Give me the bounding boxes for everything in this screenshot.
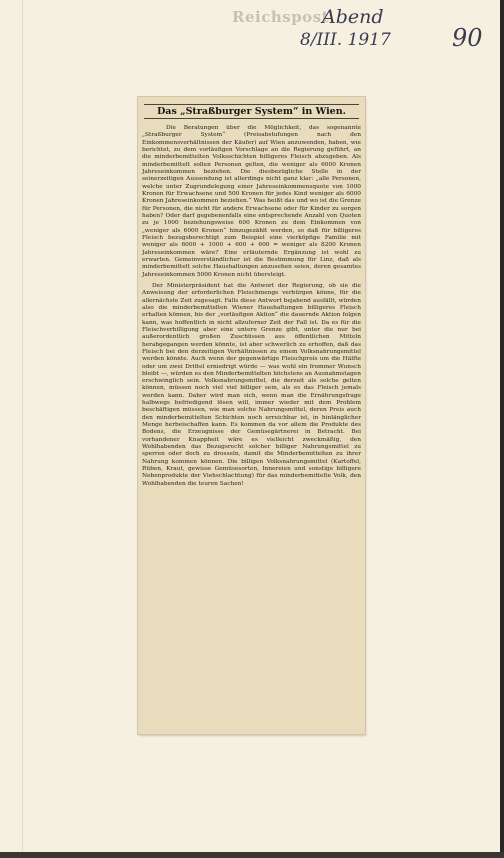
newspaper-clipping — [138, 97, 365, 734]
article-paragraph-1: Die Beratungen über die Möglichkeit, das sogenannte „Straßburger System“ (Preisabstufungen nach den Einkommensverhältnissen der Käufer) auf Wien anzuwenden, haben, wie berichtet, zu dem vorläufigen Vorschlage an die Regierung geführt, an die minderbemittelten Volksschichten billigeres Fleisch abzugeben. Als minderbemittelt sollen Personen gelten, die weniger als 6000 Kronen Jahreseinkommen beziehen. Die diesbezügliche Stelle in der seinerzeitigen Aussendung ist allerdings nicht ganz klar: „alle Personen, welche unter Zugrundelegung einer Jahreseinkommensquote von 1000 Kronen für Erwachsene und 500 Kronen für jedes Kind weniger als 6000 Kronen Jahreseinkommen beziehen.“ Was heißt das und wo ist die Grenze für Personen, die nicht für andere Erwachsene oder für Kinder zu sorgen haben? Oder darf gegebenenfalls eine entsprechende Anzahl von Quoten zu je 1000 beziehungsweise 600 Kronen zu dem Einkommen von „weniger als 6000 Kronen“ hinzugezählt werden, so daß für billigeres Fleisch bezugsberechtigt zum Beispiel eine vierköpfige Familie mit weniger als 6000 + 1000 + 600 + 600 = weniger als 8200 Kronen Jahreseinkommen wäre? Eine erläuternde Ergänzung ist wohl zu erwarten. Gemeinverständlicher ist die Bestimmung für Linz, daß als minderbemittelt solche Haushaltungen anzusehen seien, deren gesamtes Jahreseinkommen 5000 Kronen nicht übersteigt. — [142, 125, 361, 278]
handwritten-page-number: 90 — [452, 24, 483, 52]
article-paragraph-2: Der Ministerpräsident hat die Antwort der Regierung, ob sie die Anweisung der erforderlichen Fleischmenge verbürgen könne, für die allernächste Zeit zugesagt. Falls diese Antwort bejahend ausfällt, würden also die minderbemittelten Wiener Haushaltungen billigeres Fleisch erhalten können, bis der „vorläufigen Aktion“ die dauernde Aktion folgen kann, was hoffentlich in nicht allzuferner Zeit der Fall ist. Da es für die Fleischverbilligung aber eine untere Grenze gibt, unter die nur bei außerordentlich großen Zuschüssen aus öffentlichen Mitteln herabgegangen werden könnte, ist aber schwerlich zu erhoffen, daß das Fleisch bei den derzeitigen Verhältnissen zu einem Volksnahrungsmittel werden könnte. Auch wenn der gegenwärtige Fleischpreis um die Hälfte oder um zwei Drittel erniedrigt würde — was wohl ein frommer Wunsch bleibt —, würden es den Minderbemittelten höchstens an Ausnahmstagen erschwinglich sein. Volksnahrungsmittel, die derzeit als solche gelten können, müssen noch viel viel billiger sein, als es das Fleisch jemals werden kann. Daher wird man sich, wenn man die Ernährungsfrage halbwegs befriedigend lösen will, immer wieder mit dem Problem beschäftigen müssen, wie man solche Nahrungsmittel, deren Preis auch den minderbemittelten Schichten noch erreichbar ist, in hinlänglicher Menge herbeischaffen kann. Es kommen da vor allem die Produkte des Bodens, die Erzeugnisse der Gemüsegärtnerei in Betracht. Bei vorhandener Knappheit wäre es vielleicht zweckmäßig, den Wohlhabenden das Bezugsrecht solcher billiger Nahrungsmittel zu sperren oder doch zu drosseln, damit die Minderbemittelten zu ihrer Nahrung kommen können. Die billigen Volksnahrungsmittel (Kartoffel, Rüben, Kraut, gewisse Gemüsesorten, Innereien und sonstige billigere Nebenprodukte der Viehschlachtung) für das minderbemittelte Volk, den Wohlhabenden die teuren Sachen! — [142, 282, 361, 487]
scan-edge-right — [500, 0, 504, 858]
article-title: Das „Straßburger System“ in Wien. — [144, 104, 359, 119]
newspaper-stamp: Reichspost — [232, 8, 330, 26]
handwritten-annotation-name: Abend — [322, 6, 384, 28]
scan-edge-bottom — [0, 852, 504, 858]
handwritten-annotation-date: 8/III. 1917 — [300, 30, 391, 50]
